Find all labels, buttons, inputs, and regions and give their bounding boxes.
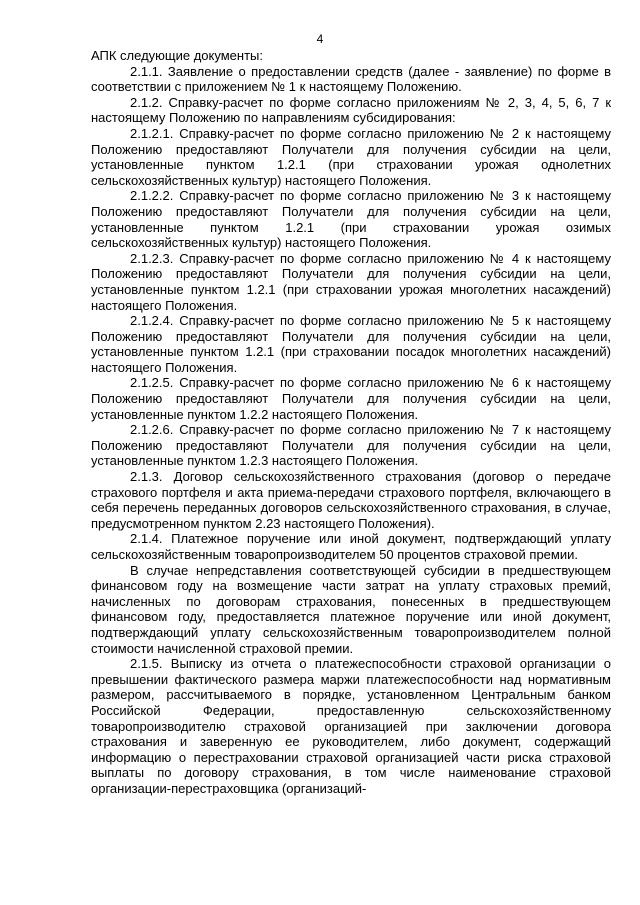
paragraph-intro: АПК следующие документы: (91, 48, 263, 63)
paragraph-2-1-4: 2.1.4. Платежное поручение или иной документ, подтверждающий уплату сельскохозяйственным товаропроизводителем 50 процентов страховой премии. (91, 531, 611, 562)
paragraph-2-1-5: 2.1.5. Выписку из отчета о платежеспособности страховой организации о превышении фактического размера маржи платежеспособности над нормативным размером, рассчитываемого в порядке, установленном Центральным банком Российской Федерации, предоставленную сельскохозяйственному товаропроизводителю страховой организацией при заключении договора страхования и заверенную ее руководителем, либо документ, содержащий информацию о перестраховании страховой организацией части риска страховой выплаты по договору страхования, в том числе наименование страховой организации-перестраховщика (организаций- (91, 656, 611, 796)
paragraph-2-1-2-6: 2.1.2.6. Справку-расчет по форме согласно приложению № 7 к настоящему Положению предоставляют Получатели для получения субсидии на цели, установленные пунктом 1.2.3 настоящего Положения. (91, 422, 611, 469)
paragraph-2-1-1: 2.1.1. Заявление о предоставлении средств (далее - заявление) по форме в соответствии с приложением № 1 к настоящему Положению. (91, 63, 611, 95)
paragraph-2-1-2-4: 2.1.2.4. Справку-расчет по форме согласно приложению № 5 к настоящему Положению предоставляют Получатели для получения субсидии на цели, установленные пунктом 1.2.1 (при страховании посадок многолетних насаждений) настоящего Положения. (91, 313, 611, 375)
paragraph-nonsubmission-case: В случае непредставления соответствующей субсидии в предшествующем финансовом году на возмещение части затрат на уплату страховых премий, начисленных по договорам страхования, понесенных в предшествующем финансовом году, предоставляется платежное поручение или иной документ, подтверждающий уплату сельскохозяйственным товаропроизводителем полной стоимости начисленной страховой премии. (91, 562, 611, 656)
paragraph-2-1-2-1: 2.1.2.1. Справку-расчет по форме согласно приложению № 2 к настоящему Положению предоставляют Получатели для получения субсидии на цели, установленные пунктом 1.2.1 (при страховании урожая однолетних сельскохозяйственных культур) настоящего Положения. (91, 125, 611, 188)
paragraph-2-1-2-2: 2.1.2.2. Справку-расчет по форме согласно приложению № 3 к настоящему Положению предоставляют Получатели для получения субсидии на цели, установленные пунктом 1.2.1 (при страховании урожая озимых сельскохозяйственных культур) настоящего Положения. (91, 188, 611, 251)
paragraph-2-1-2-3: 2.1.2.3. Справку-расчет по форме согласно приложению № 4 к настоящему Положению предоставляют Получатели для получения субсидии на цели, установленные пунктом 1.2.1 (при страховании урожая многолетних насаждений) настоящего Положения. (91, 250, 611, 313)
document-body (91, 48, 611, 797)
paragraph-2-1-2-5: 2.1.2.5. Справку-расчет по форме согласно приложению № 6 к настоящему Положению предоставляют Получатели для получения субсидии на цели, установленные пунктом 1.2.2 настоящего Положения. (91, 375, 611, 422)
paragraph-2-1-3: 2.1.3. Договор сельскохозяйственного страхования (договор о передаче страхового портфеля и акта приема-передачи страхового портфеля, включающего в себя перечень переданных договоров сельскохозяйственного страхования, в случае, предусмотренном пунктом 2.23 настоящего Положения). (91, 469, 611, 531)
paragraph-2-1-2: 2.1.2. Справку-расчет по форме согласно приложениям № 2, 3, 4, 5, 6, 7 к настоящему Положению по направлениям субсидирования: (91, 94, 611, 126)
page-number: 4 (316, 32, 324, 46)
